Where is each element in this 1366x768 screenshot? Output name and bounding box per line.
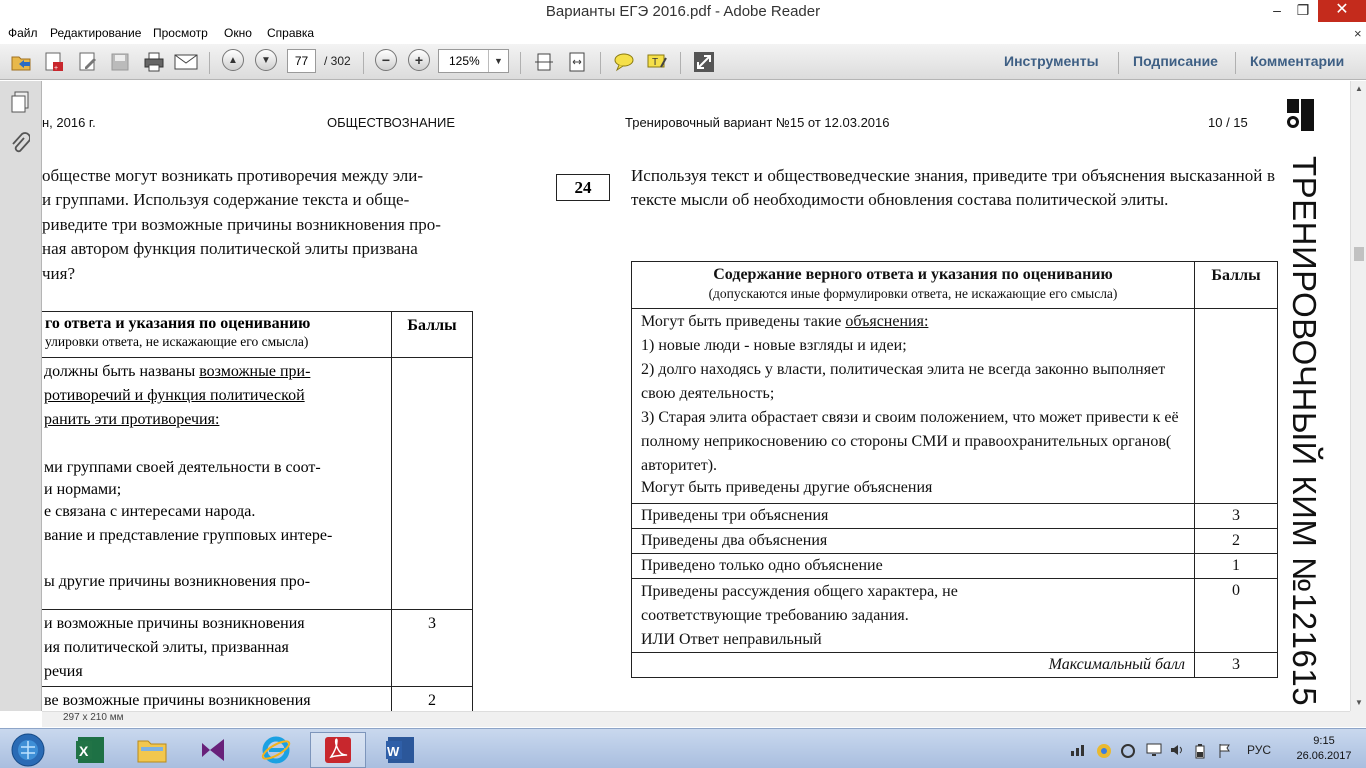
- email-icon[interactable]: [174, 51, 198, 73]
- fit-width-icon[interactable]: [565, 51, 589, 73]
- table-cell-points: [1195, 309, 1278, 504]
- minus-icon: −: [375, 49, 397, 71]
- table-row: [632, 504, 1278, 529]
- input-language-indicator[interactable]: РУС: [1247, 743, 1272, 757]
- tools-pane-link[interactable]: Инструменты: [1004, 53, 1099, 69]
- page-thumbnails-icon[interactable]: [9, 90, 31, 114]
- table-cell: [42, 610, 392, 687]
- svg-text:W: W: [387, 744, 400, 759]
- table-cell-points: 2: [392, 687, 473, 712]
- text-fragment: и нормами;: [44, 481, 122, 498]
- vertical-scrollbar[interactable]: [1350, 81, 1366, 711]
- table-row: [632, 309, 1278, 504]
- vertical-kim-title: ТРЕНИРОВОЧНЫЙ КИМ №121615: [1286, 155, 1323, 707]
- table-cell: [42, 687, 392, 712]
- table-cell: Приведены три объяснения: [632, 504, 1195, 529]
- text-fragment: ы другие причины возникновения про-: [44, 573, 311, 590]
- left-table-head-points: Баллы: [392, 312, 473, 358]
- toolbar-separator: [600, 52, 601, 74]
- toolbar-separator: [209, 52, 210, 74]
- table-row: [632, 529, 1278, 554]
- answer-item: Могут быть приведены другие объяснения: [641, 479, 933, 496]
- table-header-cell: [632, 262, 1195, 309]
- text-fragment: ротиворечий и функция политической: [44, 387, 305, 404]
- battery-tray-icon[interactable]: [1194, 743, 1206, 762]
- menu-view[interactable]: Просмотр: [153, 26, 208, 40]
- toolbar-separator: [520, 52, 521, 74]
- file-explorer-taskbar-icon[interactable]: [124, 732, 180, 768]
- zoom-out-button[interactable]: [374, 49, 398, 71]
- text-fragment: Приведены рассуждения общего характера, не: [641, 583, 958, 600]
- plus-icon: +: [408, 49, 430, 71]
- visual-studio-taskbar-icon[interactable]: [186, 732, 242, 768]
- title-bar: [0, 0, 1366, 24]
- answer-criteria-table: [631, 261, 1278, 678]
- answer-item: 3) Старая элита обрастает связи и своим положением, что может привести к её полному неприкосновению со стороны СМИ и правоохранительных органов( авторитет).: [641, 409, 1179, 474]
- table-cell-points: 3: [1195, 504, 1278, 529]
- volume-tray-icon[interactable]: [1170, 743, 1186, 760]
- text-fragment: возможные при-: [199, 363, 311, 380]
- left-question-line: риведите три возможные причины возникновения про-: [42, 215, 441, 234]
- table-cell-points: 1: [1195, 554, 1278, 579]
- next-page-button[interactable]: [254, 49, 278, 71]
- zoom-in-button[interactable]: [407, 49, 431, 71]
- comment-bubble-icon[interactable]: [612, 51, 636, 73]
- internet-explorer-taskbar-icon[interactable]: [248, 732, 304, 768]
- svg-text:T: T: [652, 57, 659, 68]
- restore-button[interactable]: ❐: [1296, 2, 1310, 18]
- table-cell: [632, 579, 1195, 653]
- toolbar-separator: [680, 52, 681, 74]
- left-question-line: и группами. Используя содержание текста и обще-: [42, 190, 410, 209]
- highlight-text-icon[interactable]: [645, 51, 669, 73]
- header-subject: ОБЩЕСТВОЗНАНИЕ: [327, 115, 456, 130]
- text-fragment: должны быть названы: [44, 363, 200, 380]
- scroll-down-icon[interactable]: ▼: [1355, 698, 1363, 707]
- toolbar-separator: [1235, 52, 1236, 74]
- text-fragment: объяснения:: [845, 313, 929, 330]
- table-row: [42, 687, 473, 712]
- text-fragment: Могут быть приведены такие: [641, 313, 846, 330]
- menu-help[interactable]: Справка: [267, 26, 315, 40]
- table-row: [632, 262, 1278, 309]
- header-variant: Тренировочный вариант №15 от 12.03.2016: [625, 115, 890, 130]
- svg-text:+: +: [54, 65, 59, 72]
- text-fragment: ранить эти противоречия:: [44, 411, 220, 428]
- text-fragment: и возможные причины возникновения: [44, 615, 305, 632]
- start-button[interactable]: [0, 732, 56, 768]
- max-score-value: 3: [1195, 653, 1278, 678]
- table-cell: Приведено только одно объяснение: [632, 554, 1195, 579]
- comment-pane-link[interactable]: Комментарии: [1250, 53, 1345, 69]
- svg-text:X: X: [79, 743, 89, 759]
- open-file-icon[interactable]: [10, 51, 34, 73]
- clock-date: 26.06.2017: [1296, 750, 1352, 762]
- table-row: [42, 610, 473, 687]
- page-size-label: 297 x 210 мм: [63, 712, 124, 723]
- sign-pane-link[interactable]: Подписание: [1133, 53, 1218, 69]
- table-cell-points: 2: [1195, 529, 1278, 554]
- word-taskbar-icon[interactable]: [372, 732, 428, 768]
- resize-corner: [1350, 711, 1366, 727]
- table-header-cell: [42, 312, 392, 358]
- table-head-main: Содержание верного ответа и указания по оцениванию: [713, 266, 1113, 283]
- close-document-icon[interactable]: ×: [1354, 26, 1362, 41]
- left-answer-table: [42, 311, 473, 711]
- scroll-up-icon[interactable]: ▲: [1355, 84, 1363, 93]
- header-date: н, 2016 г.: [42, 115, 96, 130]
- answer-item: 2) долго находясь у власти, политическая элита не всегда законно выполняет свою деятельность;: [641, 361, 1166, 402]
- minimize-button[interactable]: –: [1273, 2, 1281, 18]
- action-center-flag-icon[interactable]: [1218, 743, 1232, 762]
- left-question-line: ная автором функция политической элиты призвана: [42, 239, 418, 258]
- save-icon[interactable]: [108, 51, 132, 73]
- excel-taskbar-icon[interactable]: [62, 732, 118, 768]
- fullscreen-icon[interactable]: [692, 51, 716, 73]
- text-fragment: е связана с интересами народа.: [44, 503, 256, 520]
- text-fragment: соответствующие требованию задания.: [641, 607, 909, 624]
- table-row: [42, 312, 473, 358]
- question-text: Используя текст и обществоведческие знания, приведите три объяснения высказанной в тексте мысли об необходимости обновления состава политической элиты.: [631, 166, 1275, 209]
- table-cell: [42, 358, 392, 610]
- left-question-line: чия?: [42, 264, 76, 283]
- scrollbar-thumb[interactable]: [1354, 247, 1364, 261]
- arrow-up-icon: ▲: [222, 49, 244, 71]
- page-total: / 302: [324, 54, 351, 68]
- table-row: [632, 653, 1278, 678]
- toolbar-separator: [363, 52, 364, 74]
- clock-time: 9:15: [1313, 735, 1335, 747]
- menu-window[interactable]: Окно: [224, 26, 252, 40]
- menu-file[interactable]: Файл: [8, 26, 38, 40]
- fit-page-icon[interactable]: [532, 51, 556, 73]
- adobe-reader-taskbar-icon[interactable]: [310, 732, 366, 768]
- navigation-pane: [0, 81, 42, 711]
- network-tray-icon[interactable]: [1070, 743, 1086, 760]
- table-cell-points: 3: [392, 610, 473, 687]
- left-table-head-sub: улировки ответа, не искажающие его смысла): [45, 334, 309, 349]
- display-tray-icon[interactable]: [1146, 743, 1162, 760]
- table-row: [42, 358, 473, 610]
- text-fragment: речия: [44, 663, 83, 680]
- pdf-page: [42, 81, 1350, 711]
- arrow-down-icon: ▼: [255, 49, 277, 71]
- sync-tray-icon[interactable]: [1120, 743, 1136, 762]
- create-pdf-icon[interactable]: [42, 51, 66, 73]
- chrome-tray-icon[interactable]: [1096, 743, 1112, 762]
- zoom-value: 125%: [449, 54, 480, 68]
- table-cell: [392, 358, 473, 610]
- table-cell: [632, 309, 1195, 504]
- chevron-down-icon[interactable]: ▼: [488, 50, 508, 72]
- max-score-label: Максимальный балл: [632, 653, 1195, 678]
- text-fragment: ия политической элиты, призванная: [44, 639, 289, 656]
- table-cell-points: 0: [1195, 579, 1278, 653]
- text-fragment: вание и представление групповых интере-: [44, 527, 333, 544]
- page-number-input[interactable]: 77: [287, 49, 316, 73]
- table-row: [632, 554, 1278, 579]
- window-title: Варианты ЕГЭ 2016.pdf - Adobe Reader: [545, 3, 821, 20]
- horizontal-scrollbar[interactable]: [42, 711, 1350, 727]
- exam-logo-icon: [1287, 99, 1314, 131]
- text-fragment: ве возможные причины возникновения: [44, 692, 311, 709]
- taskbar: [0, 728, 1366, 768]
- table-head-points: Баллы: [1195, 262, 1278, 309]
- menu-edit[interactable]: Редактирование: [50, 26, 142, 40]
- previous-page-button[interactable]: [221, 49, 245, 71]
- text-fragment: ми группами своей деятельности в соот-: [44, 459, 321, 476]
- question-number-box: 24: [556, 174, 610, 201]
- zoom-select[interactable]: [438, 49, 509, 73]
- toolbar-separator: [1118, 52, 1119, 74]
- table-cell: Приведены два объяснения: [632, 529, 1195, 554]
- system-clock[interactable]: [1296, 734, 1352, 764]
- print-icon[interactable]: [142, 51, 166, 73]
- edit-pdf-icon[interactable]: [76, 51, 100, 73]
- left-question-line: обществе могут возникать противоречия между эли-: [42, 166, 424, 185]
- header-page-count: 10 / 15: [1208, 115, 1248, 130]
- attachments-icon[interactable]: [9, 132, 31, 156]
- table-row: [632, 579, 1278, 653]
- menu-bar: [0, 24, 1366, 44]
- table-head-sub: (допускаются иные формулировки ответа, не искажающие его смысла): [708, 286, 1118, 301]
- close-button[interactable]: ✕: [1318, 0, 1366, 22]
- answer-item: 1) новые люди - новые взгляды и идеи;: [641, 337, 907, 354]
- text-fragment: ИЛИ Ответ неправильный: [641, 631, 822, 648]
- left-table-head-main: го ответа и указания по оцениванию: [45, 315, 311, 332]
